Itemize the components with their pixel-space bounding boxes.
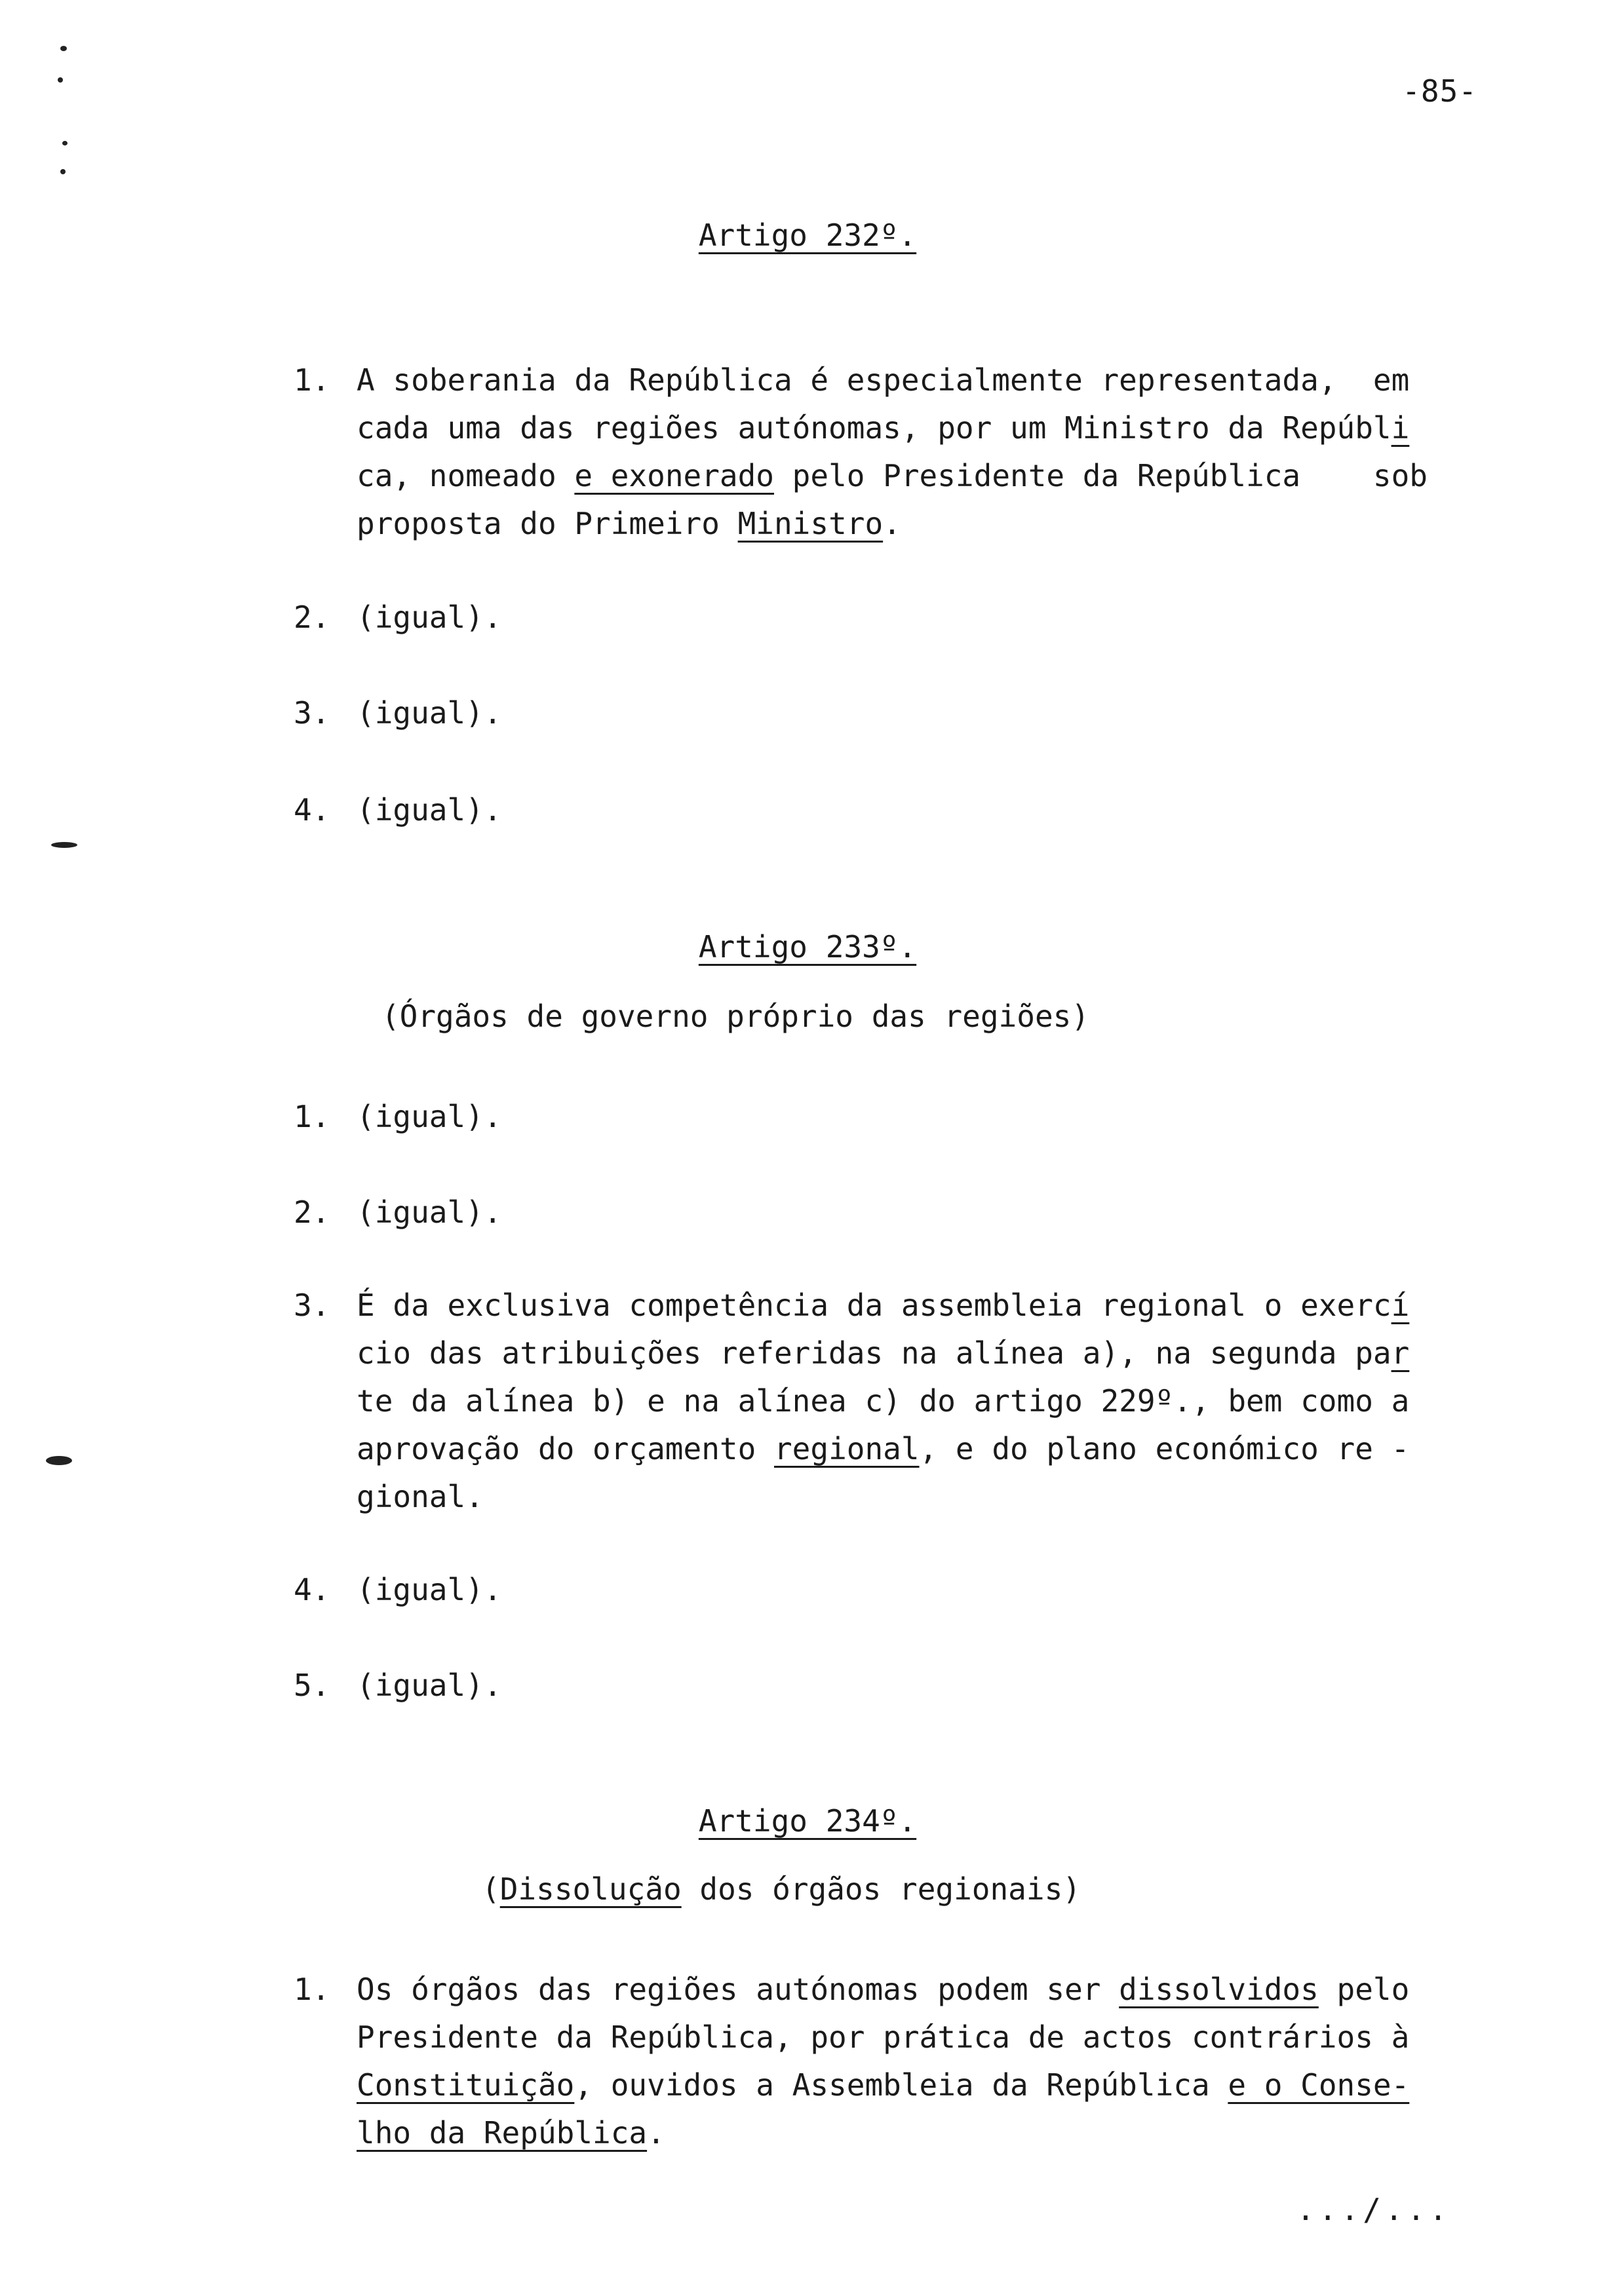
text-line: , e do plano económico re - (919, 1431, 1410, 1466)
item-text: (igual). (357, 695, 502, 731)
scan-mark (60, 46, 67, 51)
item-number: 2. (294, 600, 330, 635)
article-232-item-1 (294, 356, 1473, 548)
text-line: É da exclusiva competência da assembleia regional o exerc (357, 1288, 1391, 1323)
text-line: proposta do Primeiro (357, 506, 738, 541)
article-234-title (0, 1803, 1615, 1839)
underlined-text: i (1391, 410, 1410, 446)
article-232-item-4 (294, 786, 1473, 834)
item-number: 2. (294, 1195, 330, 1230)
article-232-item-2 (294, 594, 1473, 641)
item-text (357, 356, 1473, 548)
text-line: . (883, 506, 901, 541)
article-233-item-1 (294, 1093, 1473, 1141)
text-line: te da alínea b) e na alínea c) do artigo 229º., bem como a (357, 1383, 1410, 1419)
article-232-title (0, 218, 1615, 253)
text-line: cio das atribuições referidas na alínea a), na segunda pa (357, 1335, 1391, 1371)
article-232-item-3 (294, 689, 1473, 737)
underlined-text: e o Conse- (1228, 2067, 1410, 2103)
article-234-title-text: Artigo 234º. (698, 1803, 917, 1839)
scan-mark (51, 842, 77, 848)
page-number: -85- (1402, 73, 1477, 109)
item-number: 5. (294, 1668, 330, 1703)
continuation-marker: .../... (1296, 2192, 1451, 2227)
item-number: 1. (294, 362, 330, 398)
item-text: (igual). (357, 1195, 502, 1230)
item-number: 1. (294, 1099, 330, 1134)
underlined-text: Constituição (357, 2067, 575, 2103)
underlined-text: dissolvidos (1119, 1972, 1319, 2007)
text-line: . (647, 2115, 665, 2151)
text-line: cada uma das regiões autónomas, por um Ministro da Repúbl (357, 410, 1391, 446)
article-233-subtitle: (Órgãos de governo próprio das regiões) (381, 999, 1090, 1034)
underlined-text: í (1391, 1288, 1410, 1323)
item-text: (igual). (357, 792, 502, 828)
article-233-title-text: Artigo 233º. (698, 929, 917, 965)
subtitle-text: ( (482, 1871, 500, 1907)
text-line: ca, nomeado (357, 458, 575, 493)
article-233-item-4 (294, 1566, 1473, 1614)
scan-mark (62, 141, 68, 145)
underlined-text: Ministro (737, 506, 884, 541)
scan-mark (58, 77, 63, 83)
underlined-text: lho da República (357, 2115, 648, 2151)
underlined-text: regional (773, 1431, 920, 1466)
text-line: A soberania da República é especialmente representada, em (357, 362, 1410, 398)
underlined-text: e exonerado (574, 458, 774, 493)
item-number: 3. (294, 1288, 330, 1323)
scan-mark (60, 169, 66, 174)
article-234-item-1 (294, 1966, 1473, 2157)
item-text (357, 1966, 1473, 2157)
text-line: pelo Presidente da República sob (773, 458, 1428, 493)
article-233-title (0, 929, 1615, 965)
item-number: 4. (294, 1572, 330, 1607)
item-text (357, 1282, 1473, 1521)
item-number: 1. (294, 1972, 330, 2007)
text-line: Presidente da República, por prática de actos contrários à (357, 2019, 1410, 2055)
item-text: (igual). (357, 600, 502, 635)
item-number: 4. (294, 792, 330, 828)
text-line: gional. (357, 1479, 484, 1514)
article-233-item-2 (294, 1189, 1473, 1236)
article-234-subtitle (0, 1871, 1589, 1907)
subtitle-text: dos órgãos regionais) (681, 1871, 1081, 1907)
scan-mark (46, 1456, 72, 1465)
underlined-text: r (1391, 1335, 1410, 1371)
item-text: (igual). (357, 1668, 502, 1703)
item-text: (igual). (357, 1099, 502, 1134)
article-233-item-5 (294, 1662, 1473, 1710)
article-232-title-text: Artigo 232º. (698, 218, 917, 253)
underlined-text: Dissolução (499, 1871, 682, 1907)
item-text: (igual). (357, 1572, 502, 1607)
text-line: , ouvidos a Assembleia da República (574, 2067, 1228, 2103)
item-number: 3. (294, 695, 330, 731)
text-line: Os órgãos das regiões autónomas podem ser (357, 1972, 1119, 2007)
text-line: pelo (1318, 1972, 1410, 2007)
article-233-item-3 (294, 1282, 1473, 1521)
text-line: aprovação do orçamento (357, 1431, 774, 1466)
